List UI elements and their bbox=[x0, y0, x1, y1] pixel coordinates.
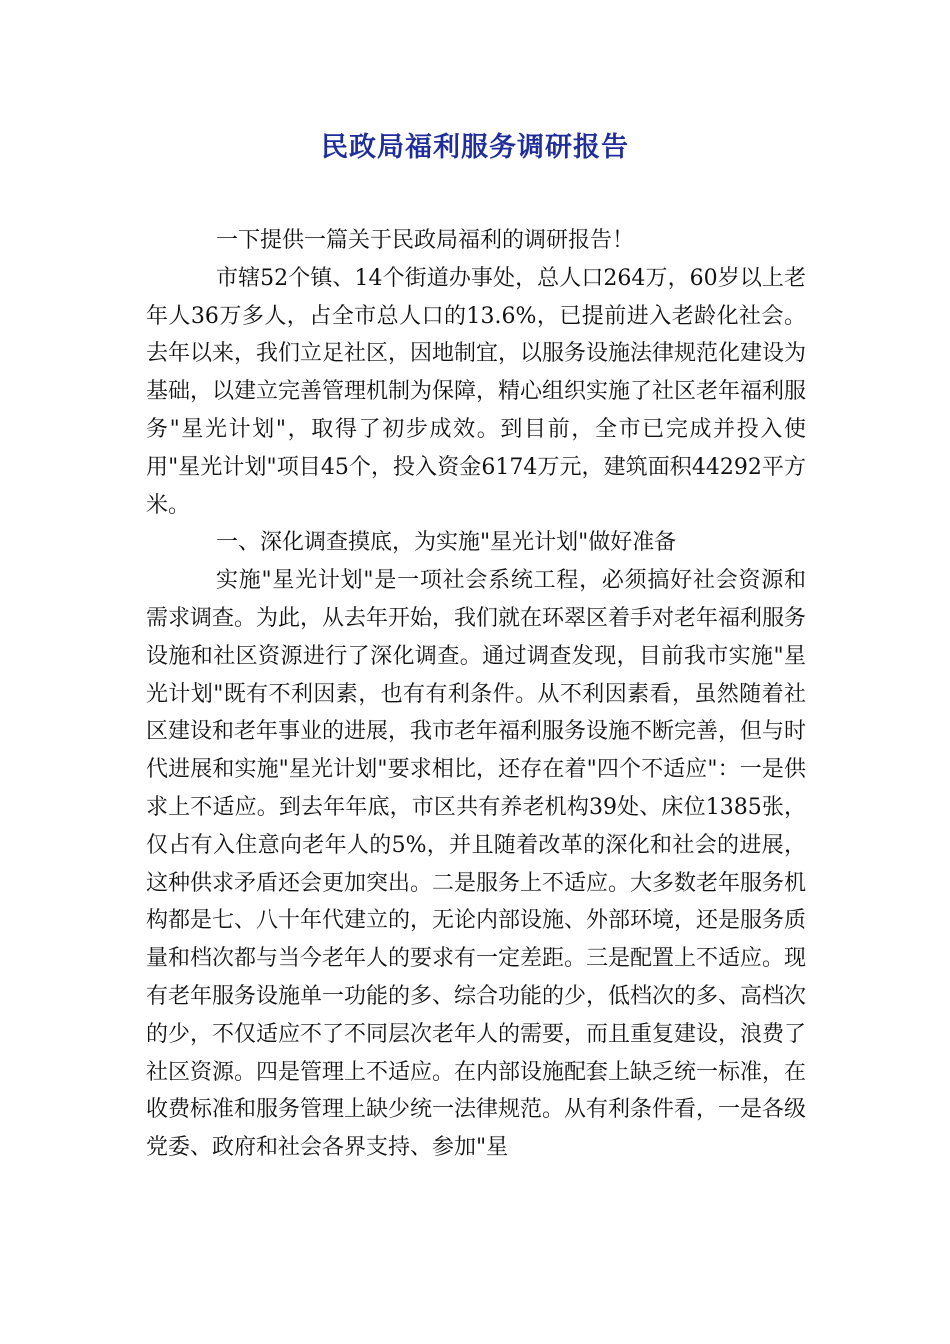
document-title: 民政局福利服务调研报告 bbox=[321, 132, 629, 163]
document-body bbox=[146, 222, 806, 1167]
section-1-paragraph: 实施"星光计划"是一项社会系统工程，必须搞好社会资源和需求调查。为此，从去年开始，我们就在环翠区着手对老年福利服务设施和社区资源进行了深化调查。通过调查发现，目前我市实施"星光计划"既有不利因素，也有有利条件。从不利因素看，虽然随着社区建设和老年事业的进展，我市老年福利服务设施不断完善，但与时代进展和实施"星光计划"要求相比，还存在着"四个不适应"：一是供求上不适应。到去年年底，市区共有养老机构39处、床位1385张，仅占有入住意向老年人的5%，并且随着改革的深化和社会的进展，这种供求矛盾还会更加突出。二是服务上不适应。大多数老年服务机构都是七、八十年代建立的，无论内部设施、外部环境，还是服务质量和档次都与当今老年人的要求有一定差距。三是配置上不适应。现有老年服务设施单一功能的多、综合功能的少，低档次的多、高档次的少，不仅适应不了不同层次老年人的需要，而且重复建设，浪费了社区资源。四是管理上不适应。在内部设施配套上缺乏统一标准，在收费标准和服务管理上缺少统一法律规范。从有利条件看，一是各级党委、政府和社会各界支持、参加"星 bbox=[146, 568, 807, 1161]
intro-paragraph: 一下提供一篇关于民政局福利的调研报告！ bbox=[216, 228, 635, 253]
section-heading-1: 一、深化调查摸底，为实施"星光计划"做好准备 bbox=[216, 530, 677, 556]
overview-paragraph: 市辖52个镇、14个街道办事处，总人口264万，60岁以上老年人36万多人，占全市总人口的13.6%，已提前进入老龄化社会。去年以来，我们立足社区，因地制宜，以服务设施法律规范化建设为基础，以建立完善管理机制为保障，精心组织实施了社区老年福利服务"星光计划"，取得了初步成效。到目前，全市已完成并投入使用"星光计划"项目45个，投入资金6174万元，建筑面积44292平方米。 bbox=[146, 265, 807, 518]
